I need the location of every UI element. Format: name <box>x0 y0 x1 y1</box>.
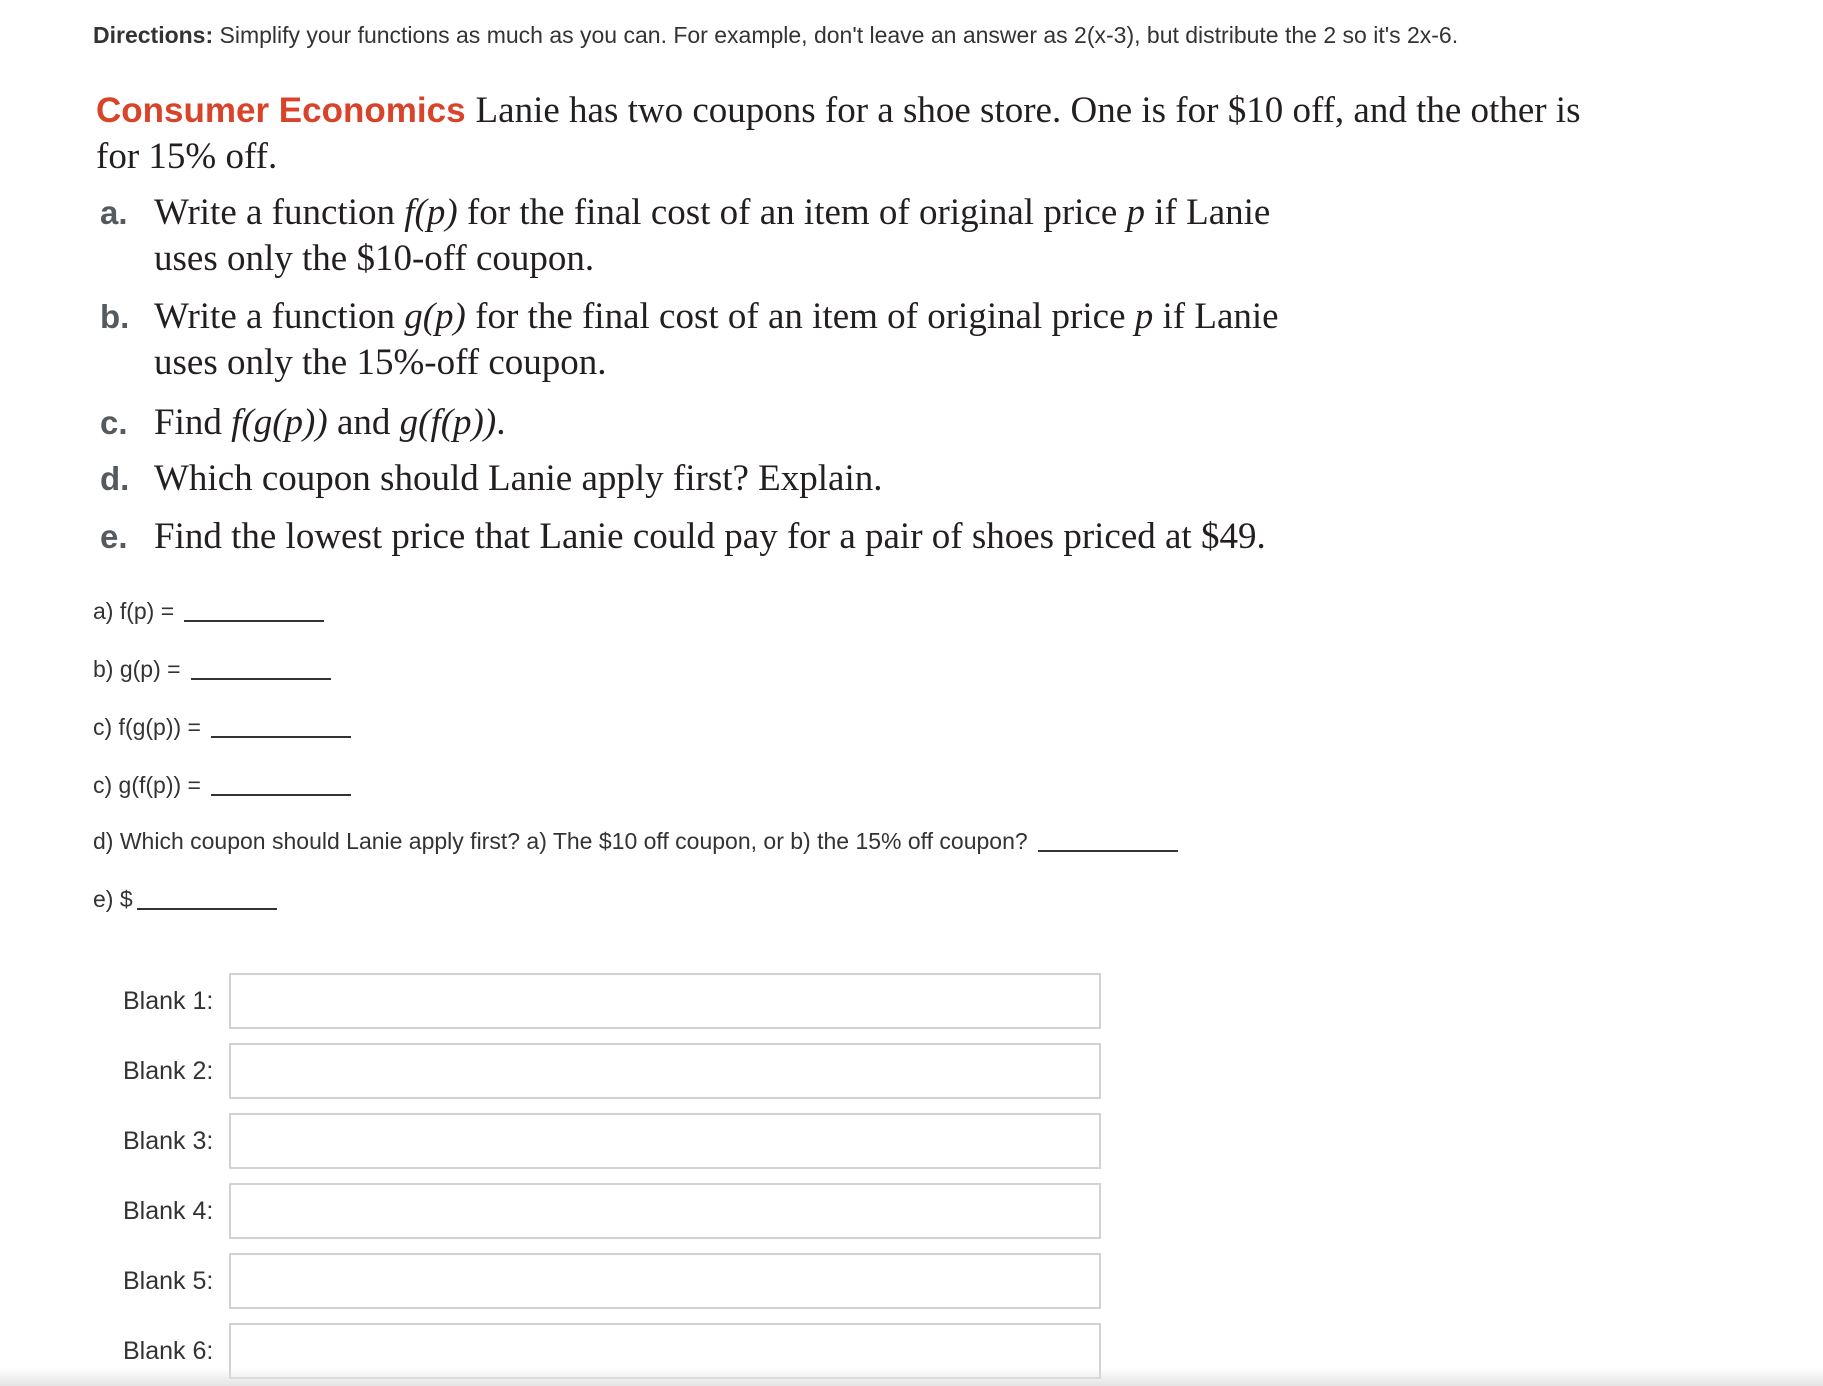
blank-3-input[interactable] <box>229 1113 1101 1169</box>
part-letter: a. <box>100 194 128 231</box>
blank-row-1 <box>123 973 1101 1029</box>
answer-prompt: e) $ <box>93 886 133 912</box>
part-text: for the final cost of an item of original price <box>457 192 1127 233</box>
answer-blank-line <box>137 907 277 910</box>
part-letter: e. <box>100 518 128 555</box>
answer-prompt: c) g(f(p)) = <box>93 772 201 798</box>
answer-prompt: a) f(p) = <box>93 598 175 624</box>
part-text: Which coupon should Lanie apply first? Explain. <box>154 458 883 499</box>
answer-blank-line <box>1038 849 1178 852</box>
answer-line-d <box>93 828 1178 855</box>
variable: p <box>1126 192 1146 233</box>
blank-5-input[interactable] <box>229 1253 1101 1309</box>
part-letter: c. <box>100 404 128 441</box>
blank-row-2 <box>123 1043 1101 1099</box>
answer-line-e <box>93 886 277 913</box>
part-text: Find the lowest price that Lanie could pay for a pair of shoes priced at $49. <box>154 516 1266 557</box>
blank-label: Blank 3: <box>123 1126 214 1155</box>
blank-row-5 <box>123 1253 1101 1309</box>
answer-blank-line <box>184 619 324 622</box>
directions <box>93 22 1458 49</box>
answer-blank-line <box>211 735 351 738</box>
directions-text: Simplify your functions as much as you can. For example, don't leave an answer as 2(x-3), but distribute the 2 so it's 2x-6. <box>213 22 1459 48</box>
answer-prompt: c) f(g(p)) = <box>93 714 201 740</box>
part-text-continued: uses only the $10-off coupon. <box>154 238 595 279</box>
composite-expression: f(g(p)) <box>231 402 328 443</box>
part-b <box>100 294 1279 386</box>
blank-row-4 <box>123 1183 1101 1239</box>
part-text: . <box>496 402 506 443</box>
answer-blank-line <box>211 793 351 796</box>
variable: p <box>1134 296 1154 337</box>
blank-6-input[interactable] <box>229 1323 1101 1379</box>
function-expression: f(p) <box>404 192 458 233</box>
function-expression: g(p) <box>404 296 466 337</box>
part-text: Write a function <box>154 192 405 233</box>
answer-line-a <box>93 598 324 625</box>
blank-4-input[interactable] <box>229 1183 1101 1239</box>
part-text-continued: uses only the 15%-off coupon. <box>154 342 607 383</box>
blank-label: Blank 1: <box>123 986 214 1015</box>
part-text: if Lanie <box>1153 296 1279 337</box>
part-text: Write a function <box>154 296 405 337</box>
part-letter: d. <box>100 460 130 497</box>
part-text: Find <box>154 402 232 443</box>
part-text: for the final cost of an item of original price <box>465 296 1135 337</box>
answer-line-c2 <box>93 772 351 799</box>
part-c <box>100 400 505 446</box>
blank-label: Blank 4: <box>123 1196 214 1225</box>
part-letter: b. <box>100 298 130 335</box>
part-e <box>100 514 1266 560</box>
problem-heading: Consumer Economics <box>96 91 466 130</box>
blank-label: Blank 5: <box>123 1266 214 1295</box>
part-d <box>100 456 883 502</box>
answer-line-c1 <box>93 714 351 741</box>
answer-blank-line <box>191 677 331 680</box>
blank-label: Blank 2: <box>123 1056 214 1085</box>
answer-line-b <box>93 656 331 683</box>
part-text: if Lanie <box>1145 192 1271 233</box>
blank-2-input[interactable] <box>229 1043 1101 1099</box>
answer-prompt: b) g(p) = <box>93 656 181 682</box>
directions-label: Directions: <box>93 22 214 48</box>
part-text: and <box>327 402 400 443</box>
problem-intro <box>96 88 1616 180</box>
answer-prompt: d) Which coupon should Lanie apply first? a) The $10 off coupon, or b) the 15% off coupon? <box>93 828 1028 854</box>
blank-1-input[interactable] <box>229 973 1101 1029</box>
blank-row-6 <box>123 1323 1101 1379</box>
part-a <box>100 190 1270 282</box>
blank-row-3 <box>123 1113 1101 1169</box>
blank-label: Blank 6: <box>123 1336 214 1365</box>
problem-intro-text: Lanie has two coupons for a shoe store. One is for $10 off, and the other is for 15% off. <box>96 90 1581 177</box>
composite-expression: g(f(p)) <box>399 402 497 443</box>
